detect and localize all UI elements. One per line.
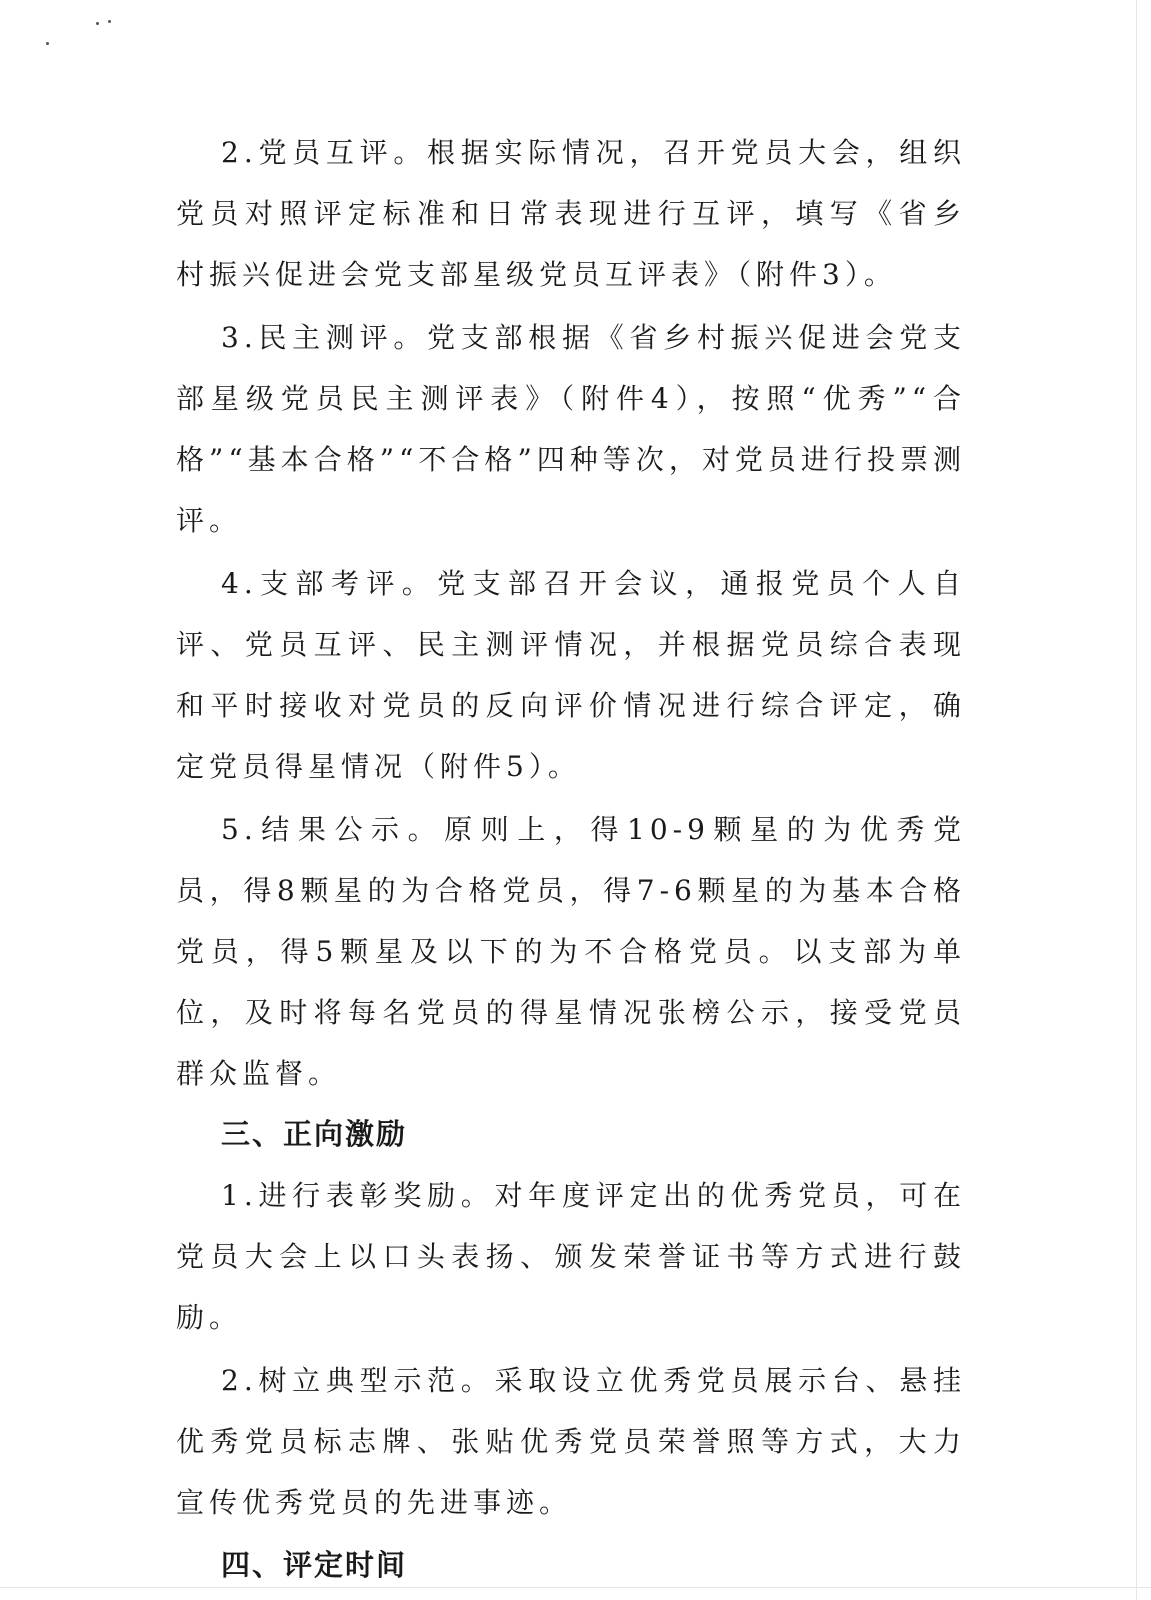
scan-speck [46,42,49,45]
paragraph-peer-review: 2.党员互评。根据实际情况，召开党员大会，组织党员对照评定标准和日常表现进行互评，填写《省乡村振兴促进会党支部星级党员互评表》（附件3）。 [176,136,966,291]
document-body [176,122,966,1596]
paragraph-result-publicity: 5.结果公示。原则上，得10-9颗星的为优秀党员，得8颗星的为合格党员，得7-6颗星的为基本合格党员，得5颗星及以下的为不合格党员。以支部为单位，及时将每名党员的得星情况张榜公示，接受党员群众监督。 [176,813,966,1090]
scan-edge-right [1136,0,1137,1600]
paragraph-commendation: 1.进行表彰奖励。对年度评定出的优秀党员，可在党员大会上以口头表扬、颁发荣誉证书等方式进行鼓励。 [176,1179,966,1334]
scan-speck [108,20,111,23]
paragraph-democratic-evaluation: 3.民主测评。党支部根据《省乡村振兴促进会党支部星级党员民主测评表》（附件4），按照“优秀”“合格”“基本合格”“不合格”四种等次，对党员进行投票测评。 [176,321,966,537]
paragraph-branch-assessment: 4.支部考评。党支部召开会议，通报党员个人自评、党员互评、民主测评情况，并根据党员综合表现和平时接收对党员的反向评价情况进行综合评定，确定党员得星情况（附件5）。 [176,567,966,783]
scan-speck [96,22,99,25]
paragraph-role-model: 2.树立典型示范。采取设立优秀党员展示台、悬挂优秀党员标志牌、张贴优秀党员荣誉照等方式，大力宣传优秀党员的先进事迹。 [176,1364,966,1519]
section-heading-evaluation-time: 四、评定时间 [221,1548,408,1582]
section-heading-positive-incentive: 三、正向激励 [221,1117,408,1151]
